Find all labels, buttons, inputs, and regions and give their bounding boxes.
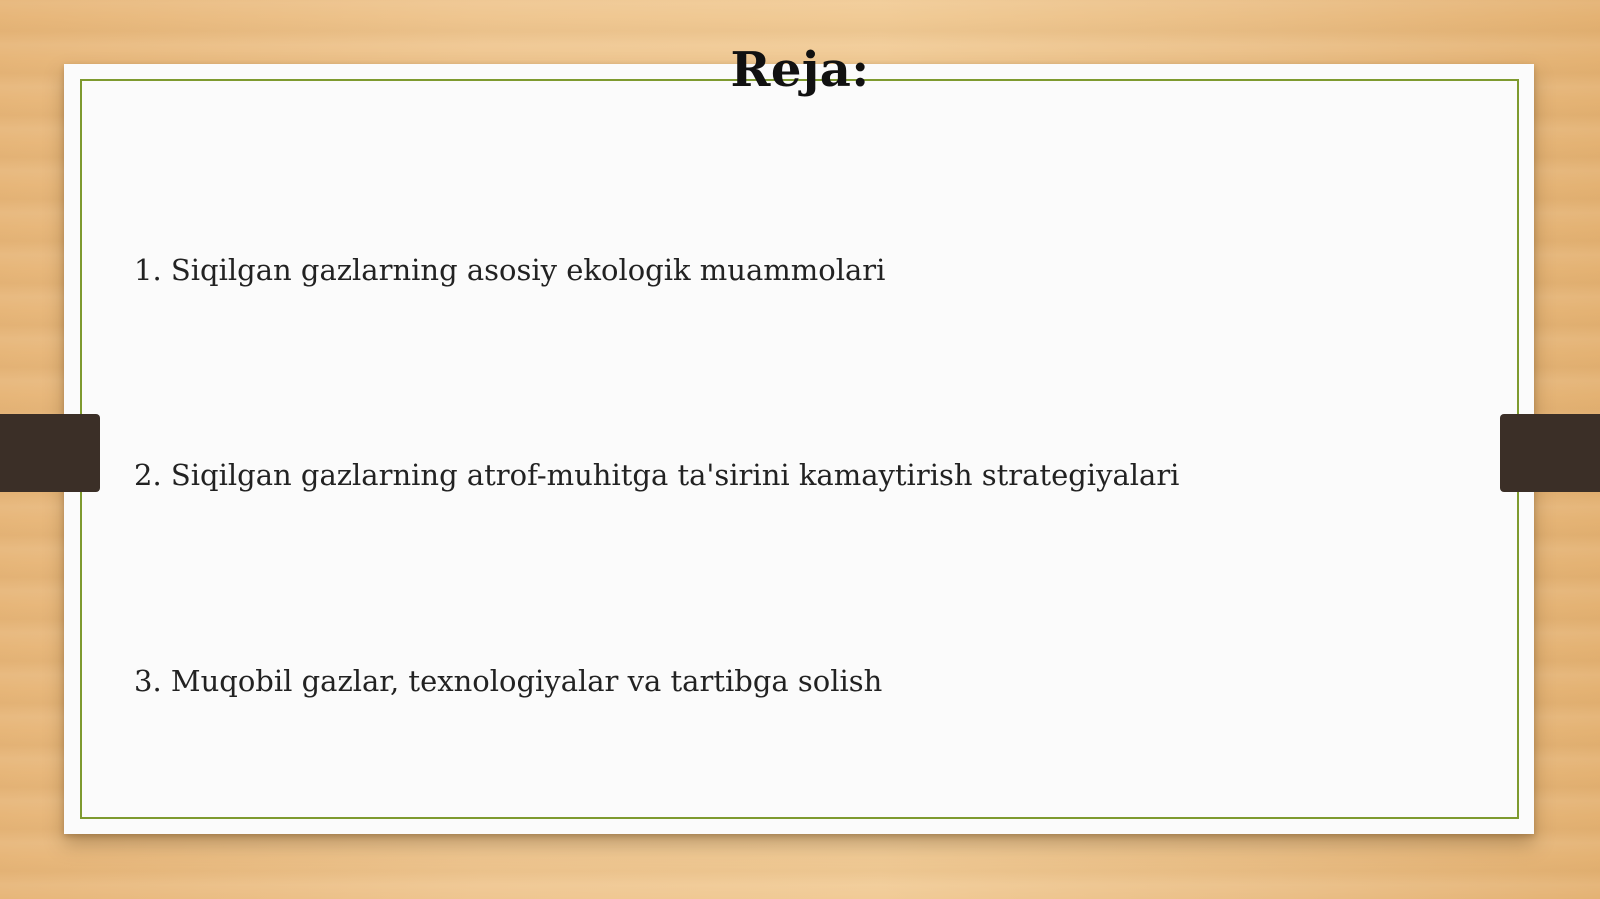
slide-frame-border <box>80 79 1519 819</box>
left-decorative-tab <box>0 414 100 492</box>
plan-item-2: 2. Siqilgan gazlarning atrof-muhitga ta'sirini kamaytirish strategiyalari <box>134 458 1180 492</box>
right-decorative-tab <box>1500 414 1600 492</box>
plan-item-3: 3. Muqobil gazlar, texnologiyalar va tartibga solish <box>134 664 883 698</box>
slide-paper <box>64 64 1534 834</box>
slide-title: Reja: <box>730 42 870 98</box>
plan-item-1: 1. Siqilgan gazlarning asosiy ekologik muammolari <box>134 253 886 287</box>
